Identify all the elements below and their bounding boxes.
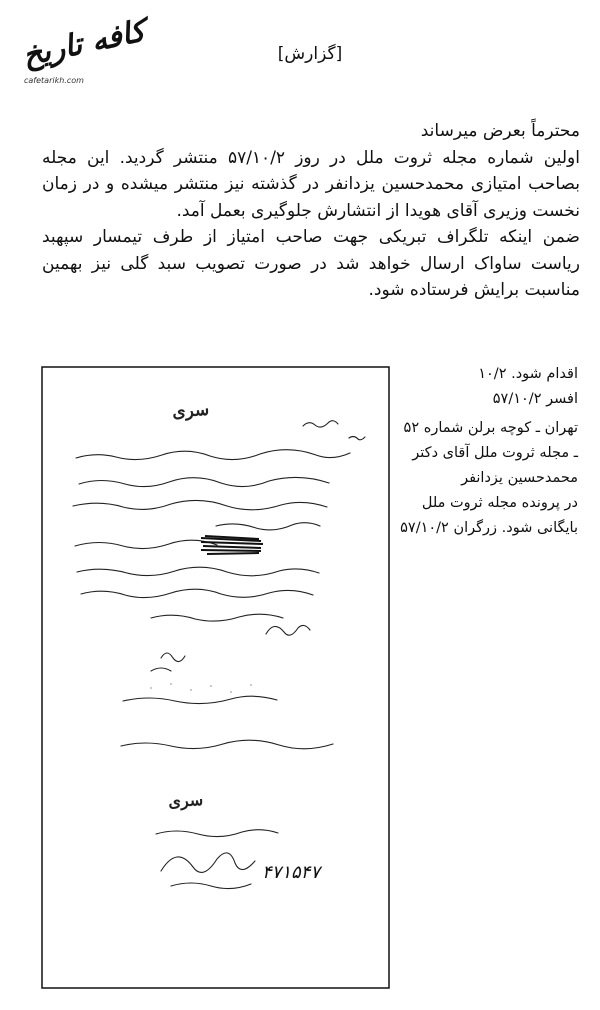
logo [18, 13, 149, 98]
logo-url: cafetarikh.com [24, 76, 84, 85]
margin-notes [398, 362, 578, 541]
note-address: تهران ـ کوچه برلن شماره ۵۲ ـ مجله ثروت ملل آقای دکتر محمدحسین یزدانفر [403, 420, 578, 486]
note-archive: در پرونده مجله ثروت ملل بایگانی شود. زرگران ۵۷/۱۰/۲ [400, 495, 578, 536]
greeting: محترماً بعرض میرساند [420, 121, 580, 141]
stamp-bottom: سری [167, 790, 204, 811]
scanned-telegram-image [41, 366, 390, 989]
stamp-top: سری [171, 399, 210, 423]
paragraph-congratulation: ضمن اینکه تلگراف تبریکی جهت صاحب امتیاز از طرف تیمسار سپهبد ریاست ساواک ارسال خواهد شد در صورت تصویب سبد گلی نیز بهمین مناسبت برایش فرستاده شود. [42, 227, 580, 300]
report-body [42, 118, 580, 304]
logo-title: کافه تاریخ [19, 13, 149, 74]
note-officer: افسر ۵۷/۱۰/۲ [492, 391, 578, 407]
serial-number: ۴۷۱۵۴۷ [261, 862, 321, 883]
paragraph-publication: اولین شماره مجله ثروت ملل در روز ۵۷/۱۰/۲ منتشر گردید. این مجله بصاحب امتیازی محمدحسین یزدانفر در گذشته نیز منتشر میشده و در زمان نخست وزیری آقای هویدا از انتشارش جلوگیری بعمل آمد. [42, 147, 580, 221]
report-title: [گزارش] [277, 44, 343, 64]
note-action: اقدام شود. ۱۰/۲ [478, 366, 578, 382]
